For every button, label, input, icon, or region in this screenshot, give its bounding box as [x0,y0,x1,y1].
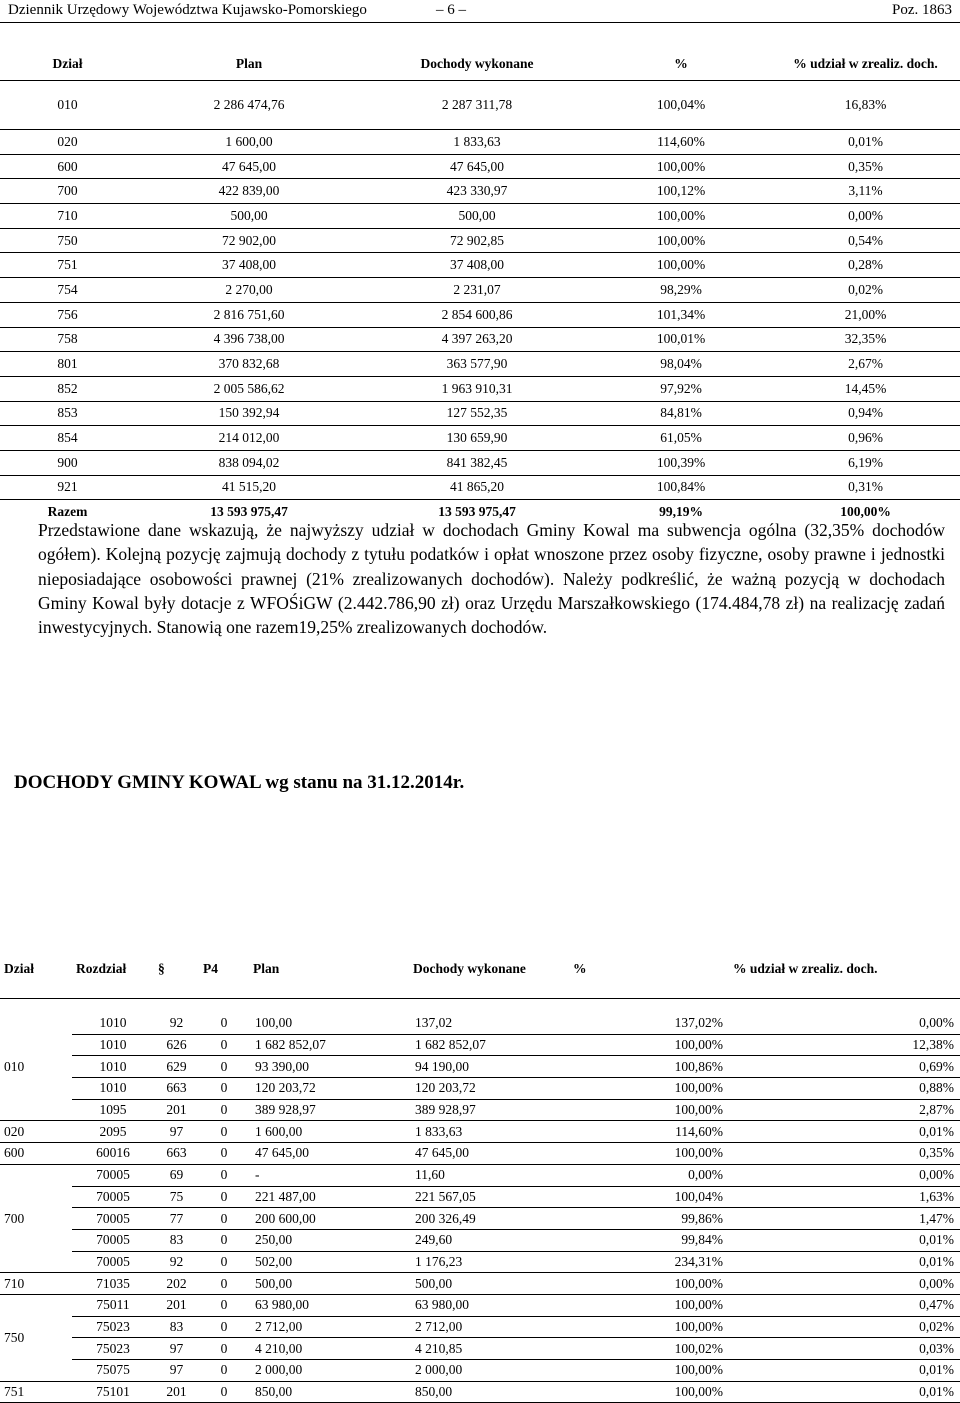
table-cell: 47 645,00 [249,1143,409,1165]
table-cell: 97 [154,1121,199,1143]
table-cell: 663 [154,1078,199,1100]
table-cell: 2 231,07 [363,278,591,303]
table-cell: 0,00% [729,1164,960,1186]
table-cell: 0,01% [729,1381,960,1403]
table-cell: 1 176,23 [409,1251,569,1273]
table-cell: 37 408,00 [363,253,591,278]
table-cell: 100,39% [591,450,771,475]
table-cell: 0,88% [729,1078,960,1100]
table-row [0,327,960,352]
table-cell: 0 [199,1034,249,1056]
column-header: % udział w zrealiz. doch. [771,47,960,81]
table-cell: 2095 [72,1121,154,1143]
table-cell: 100,02% [569,1338,729,1360]
table-cell: 200 326,49 [409,1208,569,1230]
table-cell: 92 [154,1013,199,1034]
table-cell: 2 286 474,76 [135,81,363,130]
column-header: % udział w zrealiz. doch. [729,940,960,999]
table-cell: 600 [0,154,135,179]
table-row [0,426,960,451]
table-cell: 4 210,00 [249,1338,409,1360]
table-cell: 250,00 [249,1229,409,1251]
table-cell: 921 [0,475,135,500]
table-row [0,1229,960,1251]
table-cell: 2 816 751,60 [135,302,363,327]
table-cell: 120 203,72 [249,1078,409,1100]
table-cell: 0 [199,1143,249,1165]
spacer-row [0,999,960,1014]
table-cell: 0 [199,1273,249,1295]
table-cell: 838 094,02 [135,450,363,475]
table-cell: 850,00 [249,1381,409,1403]
table-cell: 0,01% [729,1360,960,1382]
table-row [0,81,960,130]
table-row [0,179,960,204]
table-cell: 0 [199,1099,249,1121]
table-cell: 500,00 [249,1273,409,1295]
table-cell: 900 [0,450,135,475]
table-cell: 100,86% [569,1056,729,1078]
table-cell: 0,35% [771,154,960,179]
table-cell: 1,63% [729,1186,960,1208]
table-cell: 61,05% [591,426,771,451]
table-cell: 214 012,00 [135,426,363,451]
table-row [0,1273,960,1295]
spacer-cell [409,999,569,1014]
table-row [0,1099,960,1121]
table-cell: 100,00% [591,253,771,278]
table-cell: 0,69% [729,1056,960,1078]
table-cell: 93 390,00 [249,1056,409,1078]
table-row [0,253,960,278]
column-header: % [591,47,771,81]
spacer-cell [199,999,249,1014]
table-cell: 754 [0,278,135,303]
table-row [0,1121,960,1143]
table-cell: 83 [154,1229,199,1251]
table-cell: 70005 [72,1251,154,1273]
table-cell: 14,45% [771,376,960,401]
table-cell: 94 190,00 [409,1056,569,1078]
table-cell: 75 [154,1186,199,1208]
table-cell: 100,04% [591,81,771,130]
table-cell: 100,01% [591,327,771,352]
column-header: P4 [199,940,249,999]
table-row [0,302,960,327]
table-cell: 37 408,00 [135,253,363,278]
spacer-cell [729,999,960,1014]
table-cell: 0 [199,1121,249,1143]
table-row [0,352,960,377]
table-cell: 70005 [72,1208,154,1230]
table-cell: 83 [154,1316,199,1338]
table-cell: 0 [199,1229,249,1251]
table-row [0,376,960,401]
table-cell: 100,00% [569,1294,729,1316]
column-header: Dział [0,47,135,81]
table-cell: 2,87% [729,1099,960,1121]
table-cell: 100,00 [249,1013,409,1034]
dzial-cell: 020 [0,1121,72,1143]
table-cell: 0 [199,1381,249,1403]
table-cell: 2 270,00 [135,278,363,303]
table-cell: 97 [154,1338,199,1360]
table-cell: 202 [154,1273,199,1295]
table-row [0,1381,960,1403]
table-cell: 629 [154,1056,199,1078]
table-cell: 12,38% [729,1034,960,1056]
table-cell: 2 000,00 [249,1360,409,1382]
table-cell: 0,31% [771,475,960,500]
table-cell: 71035 [72,1273,154,1295]
table-cell: 0 [199,1078,249,1100]
dzial-cell: 710 [0,1273,72,1295]
table-cell: 0,96% [771,426,960,451]
table-cell: 75011 [72,1294,154,1316]
table-cell: 41 515,20 [135,475,363,500]
page-number: – 6 – [436,2,466,18]
table-row [0,450,960,475]
table-cell: 72 902,85 [363,228,591,253]
table-cell: 99,84% [569,1229,729,1251]
table-cell: 751 [0,253,135,278]
table-cell: 0,47% [729,1294,960,1316]
table-cell: 120 203,72 [409,1078,569,1100]
table-cell: 0 [199,1294,249,1316]
table-cell: 1 833,63 [409,1121,569,1143]
table-cell: 0 [199,1316,249,1338]
detailed-income-table [0,940,960,1403]
table-cell: 16,83% [771,81,960,130]
table-cell: 010 [0,81,135,130]
table-cell: 801 [0,352,135,377]
table-cell: 502,00 [249,1251,409,1273]
table-cell: 201 [154,1294,199,1316]
table-cell: 249,60 [409,1229,569,1251]
table-row [0,1143,960,1165]
table-cell: 84,81% [591,401,771,426]
table-cell: 127 552,35 [363,401,591,426]
table-cell: 11,60 [409,1164,569,1186]
table-row [0,1251,960,1273]
table-cell: 422 839,00 [135,179,363,204]
column-header: Dochody wykonane [409,940,569,999]
table-cell: 63 980,00 [409,1294,569,1316]
table-cell: 114,60% [569,1121,729,1143]
column-header: Rozdział [72,940,154,999]
column-header: Plan [135,47,363,81]
table-cell: 841 382,45 [363,450,591,475]
paragraph-symbol-header: § [154,940,199,999]
table-cell: 100,00% [569,1273,729,1295]
table-cell: 4 397 263,20 [363,327,591,352]
column-header: % [569,940,729,999]
table-cell: 1 682 852,07 [249,1034,409,1056]
table-cell: 77 [154,1208,199,1230]
table-cell: - [249,1164,409,1186]
table-cell: 70005 [72,1186,154,1208]
table-cell: 100,00% [591,228,771,253]
table-cell: 500,00 [363,204,591,229]
table-cell: 750 [0,228,135,253]
table-cell: 1095 [72,1099,154,1121]
table-cell: 100,00% [569,1099,729,1121]
table-cell: 363 577,90 [363,352,591,377]
total-cell: 13 593 975,47 [210,504,288,520]
table-cell: 92 [154,1251,199,1273]
column-header: Plan [249,940,409,999]
table-cell: 75023 [72,1338,154,1360]
table-cell: 100,00% [569,1360,729,1382]
table-cell: 100,04% [569,1186,729,1208]
table-cell: 100,00% [569,1078,729,1100]
table-cell: 700 [0,179,135,204]
table-cell: 758 [0,327,135,352]
table-cell: 0 [199,1251,249,1273]
spacer-cell [154,999,199,1014]
table-cell: 47 645,00 [409,1143,569,1165]
table-row [0,154,960,179]
table-cell: 100,00% [569,1316,729,1338]
table-cell: 41 865,20 [363,475,591,500]
table-cell: 32,35% [771,327,960,352]
table-row [0,1164,960,1186]
table-cell: 114,60% [591,130,771,155]
table-row [0,1013,960,1034]
table-cell: 0,94% [771,401,960,426]
table-cell: 98,04% [591,352,771,377]
table-cell: 47 645,00 [363,154,591,179]
table-cell: 63 980,00 [249,1294,409,1316]
journal-title: Dziennik Urzędowy Województwa Kujawsko-Pomorskiego [8,2,367,18]
table-cell: 221 567,05 [409,1186,569,1208]
table-cell: 0,02% [729,1316,960,1338]
table-row [0,130,960,155]
table-cell: 854 [0,426,135,451]
table-cell: 201 [154,1099,199,1121]
total-cell: Razem [47,504,88,520]
table-cell: 72 902,00 [135,228,363,253]
column-header: Dział [0,940,72,999]
table-cell: 130 659,90 [363,426,591,451]
table-cell: 137,02% [569,1013,729,1034]
table-cell: 201 [154,1381,199,1403]
table-row [0,228,960,253]
table-cell: 6,19% [771,450,960,475]
table-cell: 0 [199,1360,249,1382]
table-cell: 0,01% [729,1251,960,1273]
table-cell: 98,29% [591,278,771,303]
table-cell: 1 833,63 [363,130,591,155]
table-row [0,1056,960,1078]
total-cell: 100,00% [840,504,891,520]
table-row [0,1186,960,1208]
table-cell: 100,84% [591,475,771,500]
dzial-cell: 750 [0,1294,72,1381]
dzial-cell: 010 [0,1013,72,1121]
table-cell: 853 [0,401,135,426]
table-cell: 75075 [72,1360,154,1382]
page-header [0,0,960,23]
table-row [0,1078,960,1100]
table-cell: 3,11% [771,179,960,204]
table-row [0,1360,960,1382]
table-cell: 0,01% [729,1229,960,1251]
table-cell: 100,00% [569,1034,729,1056]
table-row [0,278,960,303]
table-cell: 137,02 [409,1013,569,1034]
table-cell: 0,00% [771,204,960,229]
table-cell: 0 [199,1186,249,1208]
table-cell: 370 832,68 [135,352,363,377]
table-cell: 500,00 [135,204,363,229]
table-cell: 2 000,00 [409,1360,569,1382]
table-cell: 1010 [72,1056,154,1078]
table-cell: 21,00% [771,302,960,327]
table-cell: 69 [154,1164,199,1186]
table-cell: 1 963 910,31 [363,376,591,401]
table-cell: 4 396 738,00 [135,327,363,352]
table-row [0,401,960,426]
spacer-cell [249,999,409,1014]
table-cell: 0,28% [771,253,960,278]
table-cell: 0,01% [729,1121,960,1143]
table-row [0,1294,960,1316]
table-cell: 389 928,97 [409,1099,569,1121]
column-header: Dochody wykonane [363,47,591,81]
table-cell: 0 [199,1338,249,1360]
table-cell: 710 [0,204,135,229]
table-row [0,1208,960,1230]
table-row [0,475,960,500]
table-cell: 70005 [72,1229,154,1251]
table-row [0,1034,960,1056]
table-cell: 100,12% [591,179,771,204]
table-cell: 0 [199,1164,249,1186]
table-cell: 1,47% [729,1208,960,1230]
table-cell: 2 712,00 [249,1316,409,1338]
table-cell: 150 392,94 [135,401,363,426]
table-cell: 97 [154,1360,199,1382]
table-cell: 389 928,97 [249,1099,409,1121]
dzial-cell: 751 [0,1381,72,1403]
table-cell: 626 [154,1034,199,1056]
table-cell: 0,00% [569,1164,729,1186]
table-cell: 47 645,00 [135,154,363,179]
table-row [0,204,960,229]
table-cell: 4 210,85 [409,1338,569,1360]
table-cell: 020 [0,130,135,155]
table-cell: 663 [154,1143,199,1165]
table-cell: 2 712,00 [409,1316,569,1338]
table-cell: 0,02% [771,278,960,303]
table-cell: 99,86% [569,1208,729,1230]
table-cell: 0,00% [729,1013,960,1034]
dzial-cell: 600 [0,1143,72,1165]
table-cell: 500,00 [409,1273,569,1295]
table-cell: 0 [199,1013,249,1034]
table-cell: 97,92% [591,376,771,401]
table-cell: 100,00% [591,204,771,229]
table-cell: 423 330,97 [363,179,591,204]
spacer-cell [569,999,729,1014]
table-cell: 100,00% [569,1381,729,1403]
table-cell: 1010 [72,1034,154,1056]
table-cell: 200 600,00 [249,1208,409,1230]
table-cell: 1 600,00 [135,130,363,155]
table-cell: 101,34% [591,302,771,327]
position-number: Poz. 1863 [892,2,952,18]
table-cell: 1010 [72,1078,154,1100]
summary-income-table [0,47,960,524]
table-cell: 234,31% [569,1251,729,1273]
table-cell: 1010 [72,1013,154,1034]
table-cell: 0,54% [771,228,960,253]
total-cell: 13 593 975,47 [438,504,516,520]
table-cell: 852 [0,376,135,401]
table-cell: 0,01% [771,130,960,155]
table-cell: 1 600,00 [249,1121,409,1143]
spacer-cell [72,999,154,1014]
table-row [0,1338,960,1360]
table-row [0,1316,960,1338]
table-cell: 60016 [72,1143,154,1165]
table-cell: 850,00 [409,1381,569,1403]
dzial-cell: 700 [0,1164,72,1272]
table-cell: 0 [199,1208,249,1230]
table-cell: 70005 [72,1164,154,1186]
table-cell: 1 682 852,07 [409,1034,569,1056]
summary-paragraph: Przedstawione dane wskazują, że najwyższy udział w dochodach Gminy Kowal ma subwencja ogólna (32,35% dochodów ogółem). Kolejną pozycję zajmują dochody z tytułu podatków i opłat wnoszone przez osoby fizyczne, osoby prawne i jednostki nieposiadające osobowości prawnej (21% zrealizowanych dochodów). Należy podkreślić, że ważną pozycją w dochodach Gminy Kowal były dotacje z WFOŚiGW (2.442.786,90 zł) oraz Urzędu Marszałkowskiego (174.484,78 zł) na realizację zadań inwestycyjnych. Stanowią one razem19,25% zrealizowanych dochodów. [38,520,945,638]
table-cell: 2,67% [771,352,960,377]
total-cell: 99,19% [659,504,703,520]
table-cell: 75101 [72,1381,154,1403]
table-cell: 2 854 600,86 [363,302,591,327]
table-cell: 0,03% [729,1338,960,1360]
table-cell: 0,35% [729,1143,960,1165]
table-cell: 2 287 311,78 [363,81,591,130]
table-cell: 0 [199,1056,249,1078]
table-cell: 221 487,00 [249,1186,409,1208]
table-cell: 2 005 586,62 [135,376,363,401]
table-cell: 100,00% [591,154,771,179]
table-cell: 100,00% [569,1143,729,1165]
table-cell: 0,00% [729,1273,960,1295]
section-heading: DOCHODY GMINY KOWAL wg stanu na 31.12.2014r. [14,772,465,793]
table-cell: 75023 [72,1316,154,1338]
spacer-cell [0,999,72,1014]
table-cell: 756 [0,302,135,327]
